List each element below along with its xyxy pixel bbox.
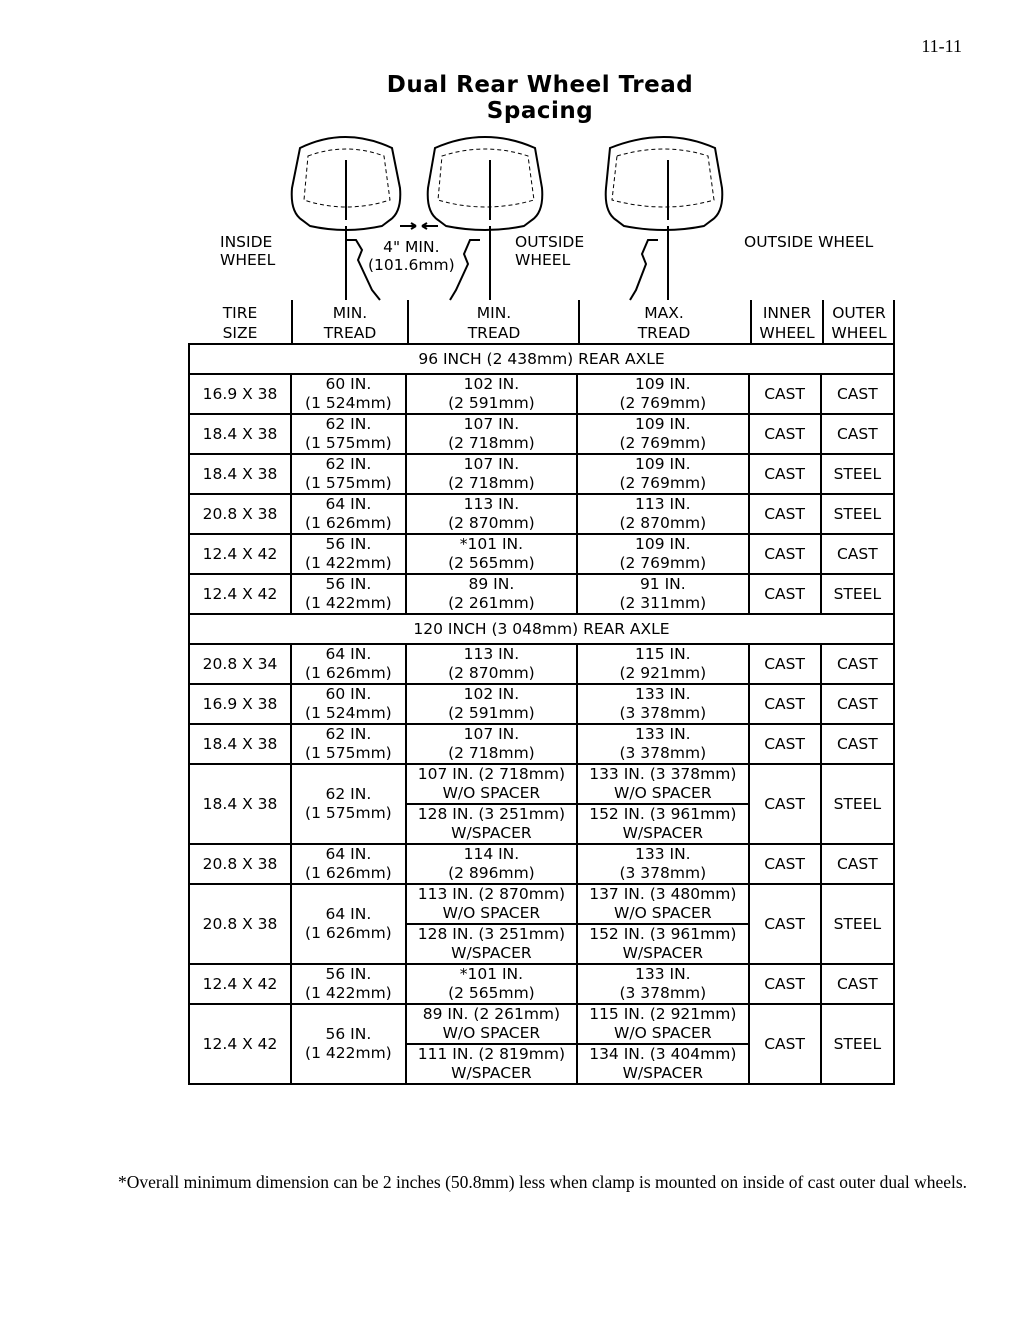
min-tread-2-cell xyxy=(406,574,577,614)
outside-wheel-mid-label xyxy=(515,233,584,269)
min-tread-2-cell xyxy=(406,884,577,924)
header-divider xyxy=(750,300,752,344)
table-row xyxy=(189,494,894,534)
max-tread-cell-line: W/O SPACER xyxy=(614,1024,712,1042)
tire-size-cell: 20.8 X 38 xyxy=(189,844,291,884)
min-tread-2-cell-line: W/O SPACER xyxy=(442,1024,541,1042)
min-tread-2-cell-line: 107 IN. xyxy=(463,725,520,743)
inside-wheel-label xyxy=(220,233,275,269)
max-tread-cell xyxy=(577,804,748,844)
min-tread-cell-line: (1 626mm) xyxy=(305,924,392,942)
min-tread-cell xyxy=(291,884,406,964)
min-tread-cell-line: (1 626mm) xyxy=(305,514,392,532)
max-tread-cell-line: (2 311mm) xyxy=(619,594,707,612)
tire-size-cell: 16.9 X 38 xyxy=(189,684,291,724)
max-tread-cell xyxy=(577,924,748,964)
min-tread-cell-line: (1 575mm) xyxy=(305,804,392,822)
tire-size-cell: 20.8 X 38 xyxy=(189,494,291,534)
tire-size-cell: 12.4 X 42 xyxy=(189,964,291,1004)
min-tread-2-cell-line: 102 IN. xyxy=(463,685,520,703)
max-tread-cell-line: (2 769mm) xyxy=(619,394,707,412)
outer-wheel-cell: STEEL xyxy=(821,884,894,964)
min-tread-cell-line: 64 IN. xyxy=(325,645,372,663)
min-tread-cell-line: 56 IN. xyxy=(325,535,372,553)
tire-size-cell: 16.9 X 38 xyxy=(189,374,291,414)
max-tread-cell xyxy=(577,884,748,924)
min-tread-2-cell-line: 113 IN. xyxy=(463,495,520,513)
max-tread-cell xyxy=(577,764,748,804)
axle-heading: 120 INCH (3 048mm) REAR AXLE xyxy=(189,614,894,644)
max-tread-cell-line: 137 IN. (3 480mm) xyxy=(589,885,737,903)
max-tread-cell-line: 134 IN. (3 404mm) xyxy=(589,1045,737,1063)
min-tread-2-cell-line: (2 591mm) xyxy=(448,704,535,722)
tread-spacing-table xyxy=(188,343,895,1085)
header-max-tread-l1: MAX. xyxy=(644,304,684,322)
table-row xyxy=(189,964,894,1004)
table-row xyxy=(189,644,894,684)
min-tread-2-cell-line: W/O SPACER xyxy=(442,784,541,802)
min-tread-cell xyxy=(291,1004,406,1084)
tire-size-cell: 18.4 X 38 xyxy=(189,454,291,494)
outer-wheel-cell: STEEL xyxy=(821,574,894,614)
min-tread-cell xyxy=(291,964,406,1004)
inner-wheel-cell: CAST xyxy=(749,534,821,574)
max-tread-cell-line: 152 IN. (3 961mm) xyxy=(589,805,737,823)
max-tread-cell-line: 109 IN. xyxy=(635,535,691,553)
max-tread-cell-line: W/O SPACER xyxy=(614,904,712,922)
table-row xyxy=(189,844,894,884)
max-tread-cell-line: W/O SPACER xyxy=(614,784,712,802)
min-tread-2-cell-line: (2 896mm) xyxy=(448,864,535,882)
max-tread-cell-line: 133 IN. xyxy=(635,845,691,863)
tire-size-cell: 20.8 X 34 xyxy=(189,644,291,684)
max-tread-cell-line: (3 378mm) xyxy=(619,744,707,762)
max-tread-cell xyxy=(577,724,748,764)
tire-size-cell: 18.4 X 38 xyxy=(189,724,291,764)
header-min-tread-1-l2: TREAD xyxy=(323,324,377,342)
tire-size-cell: 12.4 X 42 xyxy=(189,534,291,574)
min-tread-cell-line: 60 IN. xyxy=(325,685,372,703)
inner-wheel-cell: CAST xyxy=(749,1004,821,1084)
outer-wheel-cell: STEEL xyxy=(821,1004,894,1084)
max-tread-cell-line: 113 IN. xyxy=(635,495,691,513)
table-row xyxy=(189,684,894,724)
max-tread-cell xyxy=(577,644,748,684)
min-tread-2-cell-line: (2 591mm) xyxy=(448,394,535,412)
inner-wheel-cell: CAST xyxy=(749,574,821,614)
page-title: Dual Rear Wheel Tread Spacing xyxy=(386,72,694,124)
min-tread-cell xyxy=(291,454,406,494)
min-tread-2-cell xyxy=(406,644,577,684)
tire-size-cell: 18.4 X 38 xyxy=(189,764,291,844)
outer-wheel-cell: CAST xyxy=(821,724,894,764)
outer-wheel-cell: CAST xyxy=(821,414,894,454)
page-number: 11-11 xyxy=(921,36,962,56)
min-tread-cell-line: (1 422mm) xyxy=(305,594,392,612)
min-tread-2-cell xyxy=(406,804,577,844)
header-outer-wheel-l1: OUTER xyxy=(832,304,886,322)
header-divider xyxy=(578,300,580,344)
min-tread-cell-line: (1 575mm) xyxy=(305,434,392,452)
max-tread-cell-line: W/SPACER xyxy=(622,824,704,842)
min-tread-2-cell-line: (2 261mm) xyxy=(448,594,535,612)
tire-size-cell: 12.4 X 42 xyxy=(189,574,291,614)
min-tread-cell-line: (1 575mm) xyxy=(305,474,392,492)
table-row xyxy=(189,534,894,574)
outer-wheel-cell: CAST xyxy=(821,374,894,414)
min-tread-cell-line: 60 IN. xyxy=(325,375,372,393)
dual-wheel-diagram xyxy=(180,120,760,305)
inner-wheel-cell: CAST xyxy=(749,764,821,844)
inner-wheel-cell: CAST xyxy=(749,414,821,454)
header-max-tread-l2: TREAD xyxy=(637,324,691,342)
min-tread-cell-line: (1 422mm) xyxy=(305,984,392,1002)
header-divider xyxy=(893,300,895,344)
min-gap-line1: 4" MIN. xyxy=(383,238,440,256)
inner-wheel-cell: CAST xyxy=(749,684,821,724)
max-tread-cell-line: 133 IN. (3 378mm) xyxy=(589,765,737,783)
inner-wheel-cell: CAST xyxy=(749,884,821,964)
max-tread-cell-line: 115 IN. xyxy=(635,645,691,663)
outer-wheel-cell: CAST xyxy=(821,964,894,1004)
header-divider xyxy=(291,300,293,344)
min-tread-cell xyxy=(291,644,406,684)
max-tread-cell xyxy=(577,964,748,1004)
min-tread-cell-line: 56 IN. xyxy=(325,965,372,983)
min-tread-2-cell-line: *101 IN. xyxy=(459,965,524,983)
max-tread-cell xyxy=(577,1004,748,1044)
max-tread-cell-line: (3 378mm) xyxy=(619,864,707,882)
min-tread-cell-line: 62 IN. xyxy=(325,725,372,743)
min-tread-cell-line: (1 626mm) xyxy=(305,864,392,882)
outer-wheel-cell: STEEL xyxy=(821,494,894,534)
min-tread-2-cell-line: 107 IN. (2 718mm) xyxy=(417,765,565,783)
min-gap-line2: (101.6mm) xyxy=(368,256,455,274)
min-tread-2-cell-line: 107 IN. xyxy=(463,455,520,473)
min-tread-2-cell-line: W/SPACER xyxy=(451,1064,532,1082)
min-tread-cell xyxy=(291,844,406,884)
min-tread-2-cell xyxy=(406,494,577,534)
header-max-tread xyxy=(578,303,750,345)
min-tread-2-cell xyxy=(406,374,577,414)
max-tread-cell-line: 109 IN. xyxy=(635,415,691,433)
header-min-tread-2-l1: MIN. xyxy=(476,304,512,322)
header-tire-size-l1: TIRE xyxy=(222,304,258,322)
max-tread-cell xyxy=(577,844,748,884)
min-tread-2-cell xyxy=(406,1044,577,1084)
min-tread-2-cell xyxy=(406,844,577,884)
outside-wheel-right-label: OUTSIDE WHEEL xyxy=(744,233,874,251)
header-inner-wheel-l2: WHEEL xyxy=(759,324,815,342)
max-tread-cell-line: (2 769mm) xyxy=(619,554,707,572)
min-tread-2-cell-line: 113 IN. (2 870mm) xyxy=(417,885,565,903)
min-tread-cell-line: (1 575mm) xyxy=(305,744,392,762)
outer-wheel-cell: CAST xyxy=(821,844,894,884)
min-tread-2-cell-line: (2 565mm) xyxy=(448,554,535,572)
table-row xyxy=(189,414,894,454)
max-tread-cell-line: 133 IN. xyxy=(635,685,691,703)
min-tread-2-cell xyxy=(406,764,577,804)
table-row xyxy=(189,724,894,764)
min-tread-cell-line: 62 IN. xyxy=(325,415,372,433)
min-tread-2-cell-line: W/SPACER xyxy=(451,824,532,842)
min-tread-2-cell xyxy=(406,724,577,764)
min-tread-cell xyxy=(291,534,406,574)
min-tread-2-cell-line: 128 IN. (3 251mm) xyxy=(417,805,565,823)
min-tread-2-cell-line: (2 718mm) xyxy=(448,744,535,762)
max-tread-cell-line: 115 IN. (2 921mm) xyxy=(589,1005,737,1023)
header-min-tread-2-l2: TREAD xyxy=(467,324,521,342)
max-tread-cell-line: (3 378mm) xyxy=(619,704,707,722)
min-tread-cell-line: (1 422mm) xyxy=(305,1044,392,1062)
min-tread-2-cell xyxy=(406,924,577,964)
min-tread-2-cell xyxy=(406,684,577,724)
min-gap-label xyxy=(368,238,455,274)
min-tread-cell-line: 62 IN. xyxy=(325,785,372,803)
min-tread-cell xyxy=(291,724,406,764)
max-tread-cell xyxy=(577,684,748,724)
header-inner-wheel xyxy=(752,303,822,345)
min-tread-cell xyxy=(291,574,406,614)
min-tread-cell xyxy=(291,414,406,454)
min-tread-cell-line: (1 626mm) xyxy=(305,664,392,682)
inner-wheel-cell: CAST xyxy=(749,844,821,884)
min-tread-cell-line: (1 524mm) xyxy=(305,704,392,722)
min-tread-cell-line: 64 IN. xyxy=(325,495,372,513)
min-tread-2-cell-line: 111 IN. (2 819mm) xyxy=(417,1045,565,1063)
inside-wheel-line2: WHEEL xyxy=(220,251,276,269)
tire-size-cell: 12.4 X 42 xyxy=(189,1004,291,1084)
table-row xyxy=(189,884,894,924)
inner-wheel-cell: CAST xyxy=(749,494,821,534)
min-tread-2-cell-line: 114 IN. xyxy=(463,845,520,863)
inner-wheel-cell: CAST xyxy=(749,724,821,764)
header-outer-wheel-l2: WHEEL xyxy=(831,324,887,342)
outside-wheel-tire-icon xyxy=(428,137,543,230)
max-tread-cell-line: W/SPACER xyxy=(622,1064,704,1082)
outside-wheel-right-tire-icon xyxy=(606,137,723,230)
max-tread-cell xyxy=(577,374,748,414)
inner-wheel-cell: CAST xyxy=(749,374,821,414)
min-tread-2-cell-line: *101 IN. xyxy=(459,535,524,553)
max-tread-cell xyxy=(577,414,748,454)
min-tread-cell xyxy=(291,494,406,534)
outside-wheel-mid-line2: WHEEL xyxy=(515,251,571,269)
min-tread-2-cell xyxy=(406,1004,577,1044)
max-tread-cell xyxy=(577,454,748,494)
table-row xyxy=(189,574,894,614)
min-tread-2-cell xyxy=(406,414,577,454)
outer-wheel-cell: CAST xyxy=(821,534,894,574)
max-tread-cell-line: (2 921mm) xyxy=(619,664,707,682)
header-outer-wheel xyxy=(824,303,894,345)
max-tread-cell xyxy=(577,574,748,614)
max-tread-cell-line: 91 IN. xyxy=(639,575,686,593)
inner-wheel-cell: CAST xyxy=(749,454,821,494)
axle-row xyxy=(189,614,894,644)
max-tread-cell-line: 133 IN. xyxy=(635,725,691,743)
inner-wheel-cell: CAST xyxy=(749,644,821,684)
max-tread-cell-line: 133 IN. xyxy=(635,965,691,983)
min-tread-cell-line: 64 IN. xyxy=(325,905,372,923)
min-tread-2-cell xyxy=(406,964,577,1004)
min-tread-2-cell-line: (2 870mm) xyxy=(448,514,535,532)
min-tread-2-cell-line: (2 718mm) xyxy=(448,434,535,452)
min-tread-cell-line: 64 IN. xyxy=(325,845,372,863)
min-tread-2-cell-line: 107 IN. xyxy=(463,415,520,433)
min-tread-2-cell-line: (2 718mm) xyxy=(448,474,535,492)
table-row xyxy=(189,1004,894,1044)
tire-size-cell: 18.4 X 38 xyxy=(189,414,291,454)
min-tread-cell-line: (1 422mm) xyxy=(305,554,392,572)
header-inner-wheel-l1: INNER xyxy=(762,304,812,322)
max-tread-cell-line: 109 IN. xyxy=(635,455,691,473)
min-tread-2-cell-line: W/O SPACER xyxy=(442,904,541,922)
min-tread-2-cell-line: 102 IN. xyxy=(463,375,520,393)
tire-size-cell: 20.8 X 38 xyxy=(189,884,291,964)
table-row xyxy=(189,374,894,414)
header-min-tread-1-l1: MIN. xyxy=(332,304,368,322)
header-tire-size xyxy=(188,303,292,345)
min-tread-2-cell-line: (2 870mm) xyxy=(448,664,535,682)
max-tread-cell xyxy=(577,1044,748,1084)
outer-wheel-cell: STEEL xyxy=(821,764,894,844)
max-tread-cell-line: (2 769mm) xyxy=(619,474,707,492)
min-tread-2-cell-line: 128 IN. (3 251mm) xyxy=(417,925,565,943)
min-tread-cell-line: 62 IN. xyxy=(325,455,372,473)
outer-wheel-cell: STEEL xyxy=(821,454,894,494)
header-divider xyxy=(822,300,824,344)
max-tread-cell xyxy=(577,494,748,534)
min-tread-2-cell-line: 89 IN. (2 261mm) xyxy=(422,1005,561,1023)
footnote: *Overall minimum dimension can be 2 inches (50.8mm) less when clamp is mounted on inside of cast outer dual wheels. xyxy=(118,1172,968,1192)
min-tread-2-cell-line: 113 IN. xyxy=(463,645,520,663)
table-body xyxy=(189,344,894,1084)
min-tread-cell xyxy=(291,374,406,414)
axle-row xyxy=(189,344,894,374)
min-tread-2-cell-line: 89 IN. xyxy=(468,575,515,593)
max-tread-cell-line: (2 870mm) xyxy=(619,514,707,532)
min-tread-cell xyxy=(291,764,406,844)
header-min-tread-1 xyxy=(292,303,408,345)
table-row xyxy=(189,764,894,804)
header-tire-size-l2: SIZE xyxy=(222,324,258,342)
min-tread-cell-line: 56 IN. xyxy=(325,1025,372,1043)
table-row xyxy=(189,454,894,494)
min-tread-cell-line: 56 IN. xyxy=(325,575,372,593)
header-min-tread-2 xyxy=(408,303,580,345)
min-tread-2-cell-line: W/SPACER xyxy=(451,944,532,962)
min-tread-2-cell xyxy=(406,454,577,494)
axle-heading: 96 INCH (2 438mm) REAR AXLE xyxy=(189,344,894,374)
max-tread-cell-line: (3 378mm) xyxy=(619,984,707,1002)
max-tread-cell-line: 109 IN. xyxy=(635,375,691,393)
header-divider xyxy=(407,300,409,344)
min-tread-cell xyxy=(291,684,406,724)
max-tread-cell-line: W/SPACER xyxy=(622,944,704,962)
outer-wheel-cell: CAST xyxy=(821,684,894,724)
max-tread-cell-line: (2 769mm) xyxy=(619,434,707,452)
min-tread-cell-line: (1 524mm) xyxy=(305,394,392,412)
inside-wheel-line1: INSIDE xyxy=(220,233,273,251)
max-tread-cell xyxy=(577,534,748,574)
max-tread-cell-line: 152 IN. (3 961mm) xyxy=(589,925,737,943)
inner-wheel-cell: CAST xyxy=(749,964,821,1004)
outside-wheel-mid-line1: OUTSIDE xyxy=(515,233,585,251)
min-tread-2-cell-line: (2 565mm) xyxy=(448,984,535,1002)
outer-wheel-cell: CAST xyxy=(821,644,894,684)
inside-wheel-tire-icon xyxy=(292,137,401,230)
min-tread-2-cell xyxy=(406,534,577,574)
